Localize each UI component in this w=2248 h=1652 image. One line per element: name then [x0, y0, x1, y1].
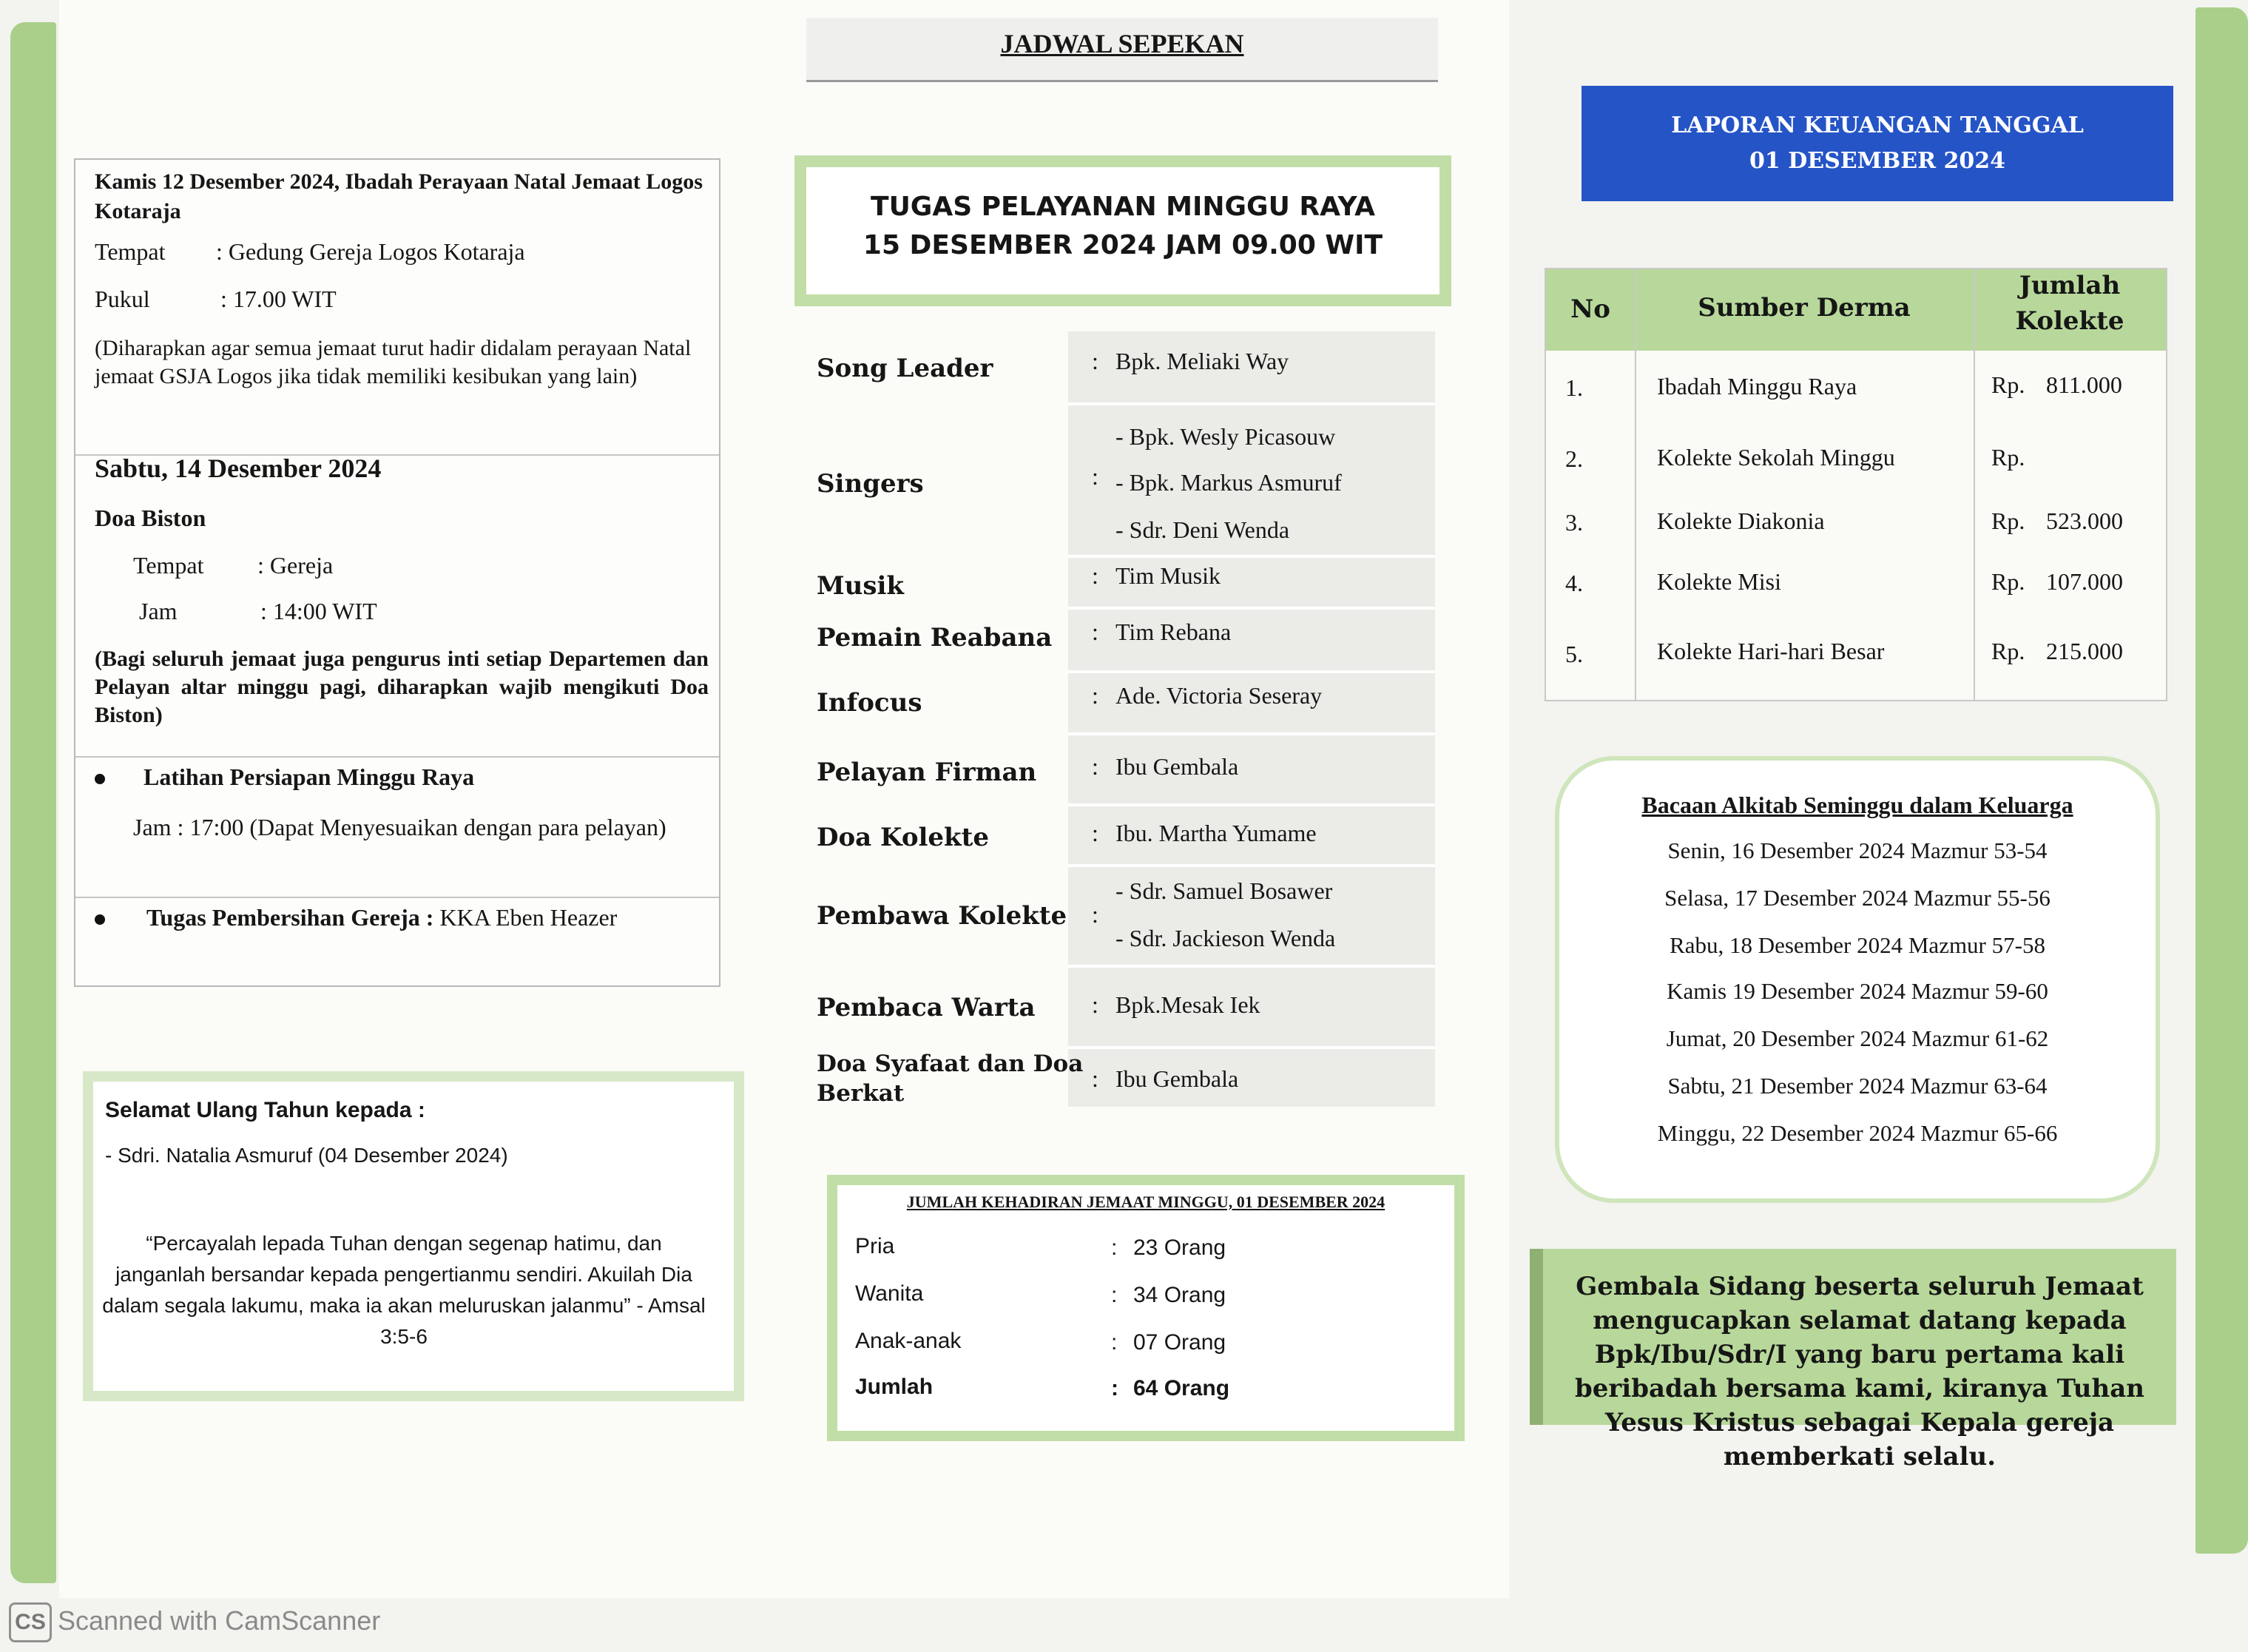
birthday-quote: “Percayalah lepada Tuhan dengan segenap hatimu, dan janganlah bersandar kepada pengertianmu sendiri. Akuilah Dia dalam segala lakumu, maka ia akan meluruskan jalanmu” - Amsal 3:5-6	[102, 1232, 706, 1348]
event1-title: Kamis 12 Desember 2024, Ibadah Perayaan Natal Jemaat Logos Kotaraja	[95, 169, 703, 223]
musik-label: Musik	[817, 571, 904, 601]
attendance-value: 23 Orang	[1133, 1235, 1226, 1260]
welcome-box	[1530, 1249, 2176, 1471]
row-currency: Rp.	[1991, 638, 2025, 664]
row-source: Kolekte Diakonia	[1657, 508, 1825, 534]
colon: :	[1092, 753, 1098, 780]
row-divider	[1068, 1046, 1435, 1049]
singer-2: - Bpk. Markus Asmuruf	[1115, 469, 1342, 496]
attendance-total-value: 64 Orang	[1133, 1376, 1230, 1400]
row-amount: 523.000	[2046, 508, 2123, 534]
event1-tempat-label: Tempat	[95, 238, 166, 265]
reading-item: Jumat, 20 Desember 2024 Mazmur 61-62	[1666, 1025, 2049, 1051]
reading-item: Sabtu, 21 Desember 2024 Mazmur 63-64	[1667, 1073, 2048, 1099]
service-duty-banner	[794, 155, 1451, 306]
syafaat-label-line2: Berkat	[817, 1080, 905, 1107]
syafaat-value: Ibu Gembala	[1115, 1065, 1239, 1092]
event2-date: Sabtu, 14 Desember 2024	[95, 454, 382, 483]
row-no: 1.	[1565, 374, 1583, 401]
colon: :	[1111, 1235, 1118, 1260]
divider	[75, 756, 719, 758]
financial-table	[1545, 268, 2167, 701]
event2-name: Doa Biston	[95, 505, 206, 531]
warta-value: Bpk.Mesak Iek	[1115, 991, 1260, 1018]
row-no: 3.	[1565, 509, 1583, 536]
row-no: 2.	[1565, 445, 1583, 472]
row-currency: Rp.	[1991, 508, 2025, 534]
row-divider	[1068, 965, 1435, 968]
attendance-label: Pria	[855, 1234, 895, 1258]
row-divider	[1068, 670, 1435, 673]
colon: :	[1111, 1376, 1118, 1400]
syafaat-label-line1: Doa Syafaat dan Doa	[817, 1051, 1084, 1077]
attendance-value: 07 Orang	[1133, 1330, 1226, 1355]
song-leader-value: Bpk. Meliaki Way	[1115, 348, 1289, 374]
firman-label: Pelayan Firman	[817, 758, 1037, 787]
song-leader-label: Song Leader	[817, 354, 993, 383]
attendance-label: Anak-anak	[855, 1329, 962, 1353]
colon: :	[1092, 348, 1098, 374]
row-source: Kolekte Hari-hari Besar	[1657, 638, 1885, 664]
attendance-box	[827, 1175, 1465, 1441]
reading-item: Minggu, 22 Desember 2024 Mazmur 65-66	[1657, 1120, 2058, 1146]
event2-jam-value: : 14:00 WIT	[260, 598, 377, 624]
right-green-edge	[2195, 7, 2248, 1554]
pembersihan-value: KKA Eben Heazer	[439, 904, 618, 931]
row-no: 5.	[1565, 641, 1583, 667]
header-no: No	[1570, 294, 1610, 324]
pembersihan-line	[146, 904, 617, 931]
singer-1: - Bpk. Wesly Picasouw	[1115, 423, 1336, 450]
latihan-title: Latihan Persiapan Minggu Raya	[144, 763, 475, 790]
pembawa-label: Pembawa Kolekte	[817, 901, 1067, 931]
birthday-title: Selamat Ulang Tahun kepada :	[105, 1098, 425, 1122]
row-currency: Rp.	[1991, 371, 2025, 398]
report-title-line1: LAPORAN KEUANGAN TANGGAL	[1671, 112, 2084, 138]
tugas-line1: TUGAS PELAYANAN MINGGU RAYA	[871, 192, 1375, 222]
left-green-edge	[10, 22, 56, 1583]
report-title-line2: 01 DESEMBER 2024	[1749, 148, 2005, 174]
row-divider	[1068, 732, 1435, 735]
event1-pukul-value: : 17.00 WIT	[220, 286, 337, 312]
reading-item: Senin, 16 Desember 2024 Mazmur 53-54	[1667, 837, 2048, 863]
weekly-events-box	[74, 158, 720, 987]
reading-item: Selasa, 17 Desember 2024 Mazmur 55-56	[1664, 885, 2050, 911]
pembersihan-title: Tugas Pembersihan Gereja :	[146, 904, 434, 931]
row-amount: 811.000	[2046, 371, 2122, 398]
attendance-value: 34 Orang	[1133, 1283, 1226, 1307]
event2-tempat-label: Tempat	[133, 552, 204, 579]
event1-pukul-label: Pukul	[95, 286, 150, 312]
attendance-total-label: Jumlah	[855, 1375, 934, 1399]
colon: :	[1092, 463, 1098, 490]
infocus-label: Infocus	[817, 688, 922, 718]
doa-kolekte-value: Ibu. Martha Yumame	[1115, 820, 1317, 846]
header-source: Sumber Derma	[1698, 293, 1911, 323]
attendance-label: Wanita	[855, 1281, 924, 1306]
colon: :	[1092, 682, 1098, 709]
reabana-label: Pemain Reabana	[817, 623, 1053, 653]
row-source: Kolekte Sekolah Minggu	[1657, 444, 1895, 471]
camscanner-watermark: Scanned with CamScanner	[58, 1605, 381, 1636]
event2-jam-label: Jam	[139, 598, 178, 624]
singers-label: Singers	[817, 469, 924, 499]
event1-tempat-value: : Gedung Gereja Logos Kotaraja	[216, 238, 525, 265]
row-source: Ibadah Minggu Raya	[1657, 373, 1857, 399]
singer-3: - Sdr. Deni Wenda	[1115, 516, 1290, 543]
colon: :	[1092, 820, 1098, 846]
reabana-value: Tim Rebana	[1115, 618, 1232, 645]
colon: :	[1092, 1065, 1098, 1092]
tugas-line2: 15 DESEMBER 2024 JAM 09.00 WIT	[863, 230, 1383, 260]
row-no: 4.	[1565, 570, 1583, 596]
birthday-box	[83, 1071, 744, 1401]
warta-label: Pembaca Warta	[817, 993, 1036, 1022]
reading-item: Rabu, 18 Desember 2024 Mazmur 57-58	[1670, 932, 2045, 958]
row-currency: Rp.	[1991, 444, 2025, 471]
row-amount: 215.000	[2046, 638, 2123, 664]
event2-tempat-value: : Gereja	[257, 552, 334, 579]
firman-value: Ibu Gembala	[1115, 753, 1239, 780]
colon: :	[1092, 901, 1098, 928]
financial-report-banner	[1582, 86, 2173, 201]
row-divider	[1068, 864, 1435, 867]
welcome-text: Gembala Sidang beserta seluruh Jemaat mengucapkan selamat datang kepada Bpk/Ibu/Sdr/I yang baru pertama kali beribadah bersama kami, kiranya Tuhan Yesus Kristus sebagai Kepala gereja memberkati selalu.	[1574, 1272, 2144, 1471]
row-divider	[1068, 607, 1435, 610]
reading-item: Kamis 19 Desember 2024 Mazmur 59-60	[1667, 978, 2048, 1004]
colon: :	[1111, 1283, 1118, 1307]
heading-text: JADWAL SEPEKAN	[1000, 29, 1244, 58]
bullet-icon	[95, 774, 105, 784]
camscanner-logo-icon: CS	[9, 1602, 52, 1642]
doa-kolekte-label: Doa Kolekte	[817, 823, 989, 852]
row-divider	[1068, 555, 1435, 558]
row-divider	[1068, 402, 1435, 405]
pembawa-1: - Sdr. Samuel Bosawer	[1115, 877, 1333, 904]
bible-reading-box	[1555, 756, 2160, 1203]
bullet-icon	[95, 914, 105, 925]
colon: :	[1111, 1330, 1118, 1355]
infocus-value: Ade. Victoria Seseray	[1115, 682, 1323, 709]
musik-value: Tim Musik	[1115, 562, 1221, 589]
header-amount-line1: Jumlah	[2019, 271, 2121, 300]
reading-title: Bacaan Alkitab Seminggu dalam Keluarga	[1641, 792, 2073, 818]
event2-note: (Bagi seluruh jemaat juga pengurus inti setiap Departemen dan Pelayan altar minggu pagi, diharapkan wajib mengikuti Doa Biston)	[95, 647, 709, 727]
row-source: Kolekte Misi	[1657, 568, 1781, 595]
weekly-schedule-heading	[806, 18, 1438, 82]
header-amount-line2: Kolekte	[2015, 306, 2124, 336]
colon: :	[1092, 991, 1098, 1018]
colon: :	[1092, 562, 1098, 589]
colon: :	[1092, 618, 1098, 645]
divider	[75, 897, 719, 898]
attendance-title: JUMLAH KEHADIRAN JEMAAT MINGGU, 01 DESEMBER 2024	[906, 1193, 1385, 1211]
row-currency: Rp.	[1991, 568, 2025, 595]
row-divider	[1068, 803, 1435, 806]
column-divider	[1635, 269, 1636, 700]
latihan-detail: Jam : 17:00 (Dapat Menyesuaikan dengan para pelayan)	[133, 814, 666, 840]
event1-note: (Diharapkan agar semua jemaat turut hadir didalam perayaan Natal jemaat GSJA Logos jika tidak memiliki kesibukan yang lain)	[95, 336, 692, 388]
pembawa-2: - Sdr. Jackieson Wenda	[1115, 925, 1336, 951]
birthday-person: - Sdri. Natalia Asmuruf (04 Desember 2024)	[105, 1144, 508, 1167]
row-amount: 107.000	[2046, 568, 2123, 595]
